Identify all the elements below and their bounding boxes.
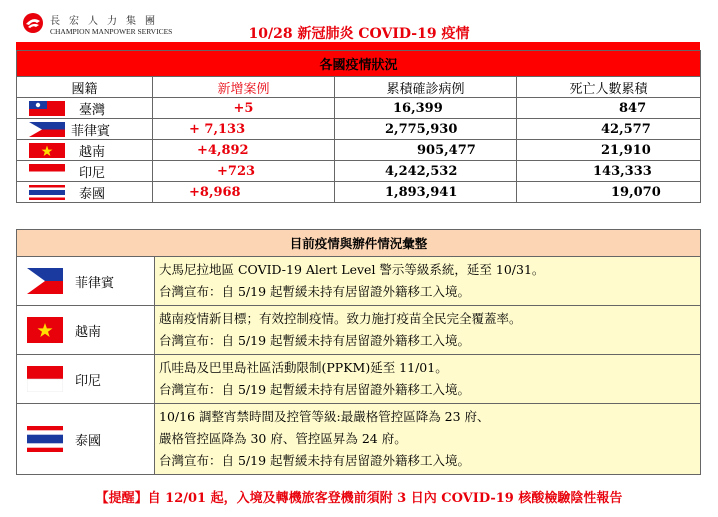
vietnam-flag-icon <box>29 143 65 158</box>
table-row <box>17 98 701 119</box>
deaths-value: 21,910 <box>517 140 701 161</box>
philippines-flag-icon <box>29 122 65 137</box>
summary-line: 台灣宣布：自 5/19 起暫緩未持有居留證外籍移工入境。 <box>159 453 471 468</box>
company-name-en: CHAMPION MANPOWER SERVICES <box>50 27 173 36</box>
thailand-flag-icon <box>29 185 65 200</box>
table-row <box>17 182 701 203</box>
header-total-cases: 累積確診病例 <box>335 77 517 98</box>
country-name: 越南 <box>79 144 106 160</box>
summary-line: 台灣宣布：自 5/19 起暫緩未持有居留證外籍移工入境。 <box>159 382 471 397</box>
summary-row <box>17 257 701 306</box>
country-status-table <box>16 50 701 203</box>
country-name: 臺灣 <box>79 102 106 118</box>
vietnam-flag-icon <box>27 317 63 343</box>
total-cases-value: 1,893,941 <box>335 182 517 203</box>
total-cases-value: 2,775,930 <box>335 119 517 140</box>
thailand-flag-icon <box>27 426 63 452</box>
summary-row <box>17 306 701 355</box>
summary-line: 爪哇島及巴里島社區活動限制(PPKM)延至 11/01。 <box>159 360 448 375</box>
header-nationality: 國籍 <box>17 77 153 98</box>
new-cases-value: +723 <box>153 161 335 182</box>
table-row <box>17 140 701 161</box>
deaths-value: 19,070 <box>517 182 701 203</box>
header-deaths: 死亡人數累積 <box>517 77 701 98</box>
country-status-banner: 各國疫情狀況 <box>17 51 701 77</box>
table-header-row <box>17 77 701 98</box>
taiwan-flag-icon <box>29 101 65 116</box>
header-new-cases: 新增案例 <box>153 77 335 98</box>
summary-line: 台灣宣布：自 5/19 起暫緩未持有居留證外籍移工入境。 <box>159 333 471 348</box>
table-row <box>17 119 701 140</box>
summary-line: 台灣宣布：自 5/19 起暫緩未持有居留證外籍移工入境。 <box>159 284 471 299</box>
table-row <box>17 161 701 182</box>
summary-row <box>17 404 701 475</box>
indonesia-flag-icon <box>29 164 65 179</box>
country-name: 印尼 <box>75 373 102 389</box>
indonesia-flag-icon <box>27 366 63 392</box>
deaths-value: 847 <box>517 98 701 119</box>
summary-line: 10/16 調整宵禁時間及控管等級:最嚴格管控區降為 23 府、 <box>159 409 490 424</box>
country-name: 菲律賓 <box>75 275 115 291</box>
new-cases-value: +5 <box>153 98 335 119</box>
country-name: 泰國 <box>79 186 106 202</box>
total-cases-value: 905,477 <box>335 140 517 161</box>
summary-line: 嚴格管控區降為 30 府、管控區昇為 24 府。 <box>159 431 407 446</box>
company-name-cn: 長宏人力集團 <box>50 16 164 27</box>
total-cases-value: 4,242,532 <box>335 161 517 182</box>
new-cases-value: +4,892 <box>153 140 335 161</box>
new-cases-value: + 7,133 <box>153 119 335 140</box>
country-name: 越南 <box>75 324 102 340</box>
deaths-value: 143,333 <box>517 161 701 182</box>
page-title: 10/28 新冠肺炎 COVID-19 疫情 <box>248 26 470 42</box>
philippines-flag-icon <box>27 268 63 294</box>
country-name: 印尼 <box>79 165 106 181</box>
country-name: 菲律賓 <box>71 123 111 139</box>
new-cases-value: +8,968 <box>153 182 335 203</box>
summary-line: 大馬尼拉地區 COVID-19 Alert Level 警示等級系統，延至 10/31。 <box>159 262 545 277</box>
summary-line: 越南疫情新目標；有效控制疫情。致力施打疫苗全民完全覆蓋率。 <box>159 311 522 326</box>
banner-top-strip <box>16 42 700 50</box>
situation-summary-table <box>16 229 701 475</box>
summary-row <box>17 355 701 404</box>
total-cases-value: 16,399 <box>335 98 517 119</box>
reminder-note: 【提醒】自 12/01 起，入境及轉機旅客登機前須附 3 日內 COVID-19 核酸檢驗陰性報告 <box>95 491 623 506</box>
country-name: 泰國 <box>75 433 102 449</box>
deaths-value: 42,577 <box>517 119 701 140</box>
situation-summary-banner: 目前疫情與辦件情況彙整 <box>17 230 701 257</box>
